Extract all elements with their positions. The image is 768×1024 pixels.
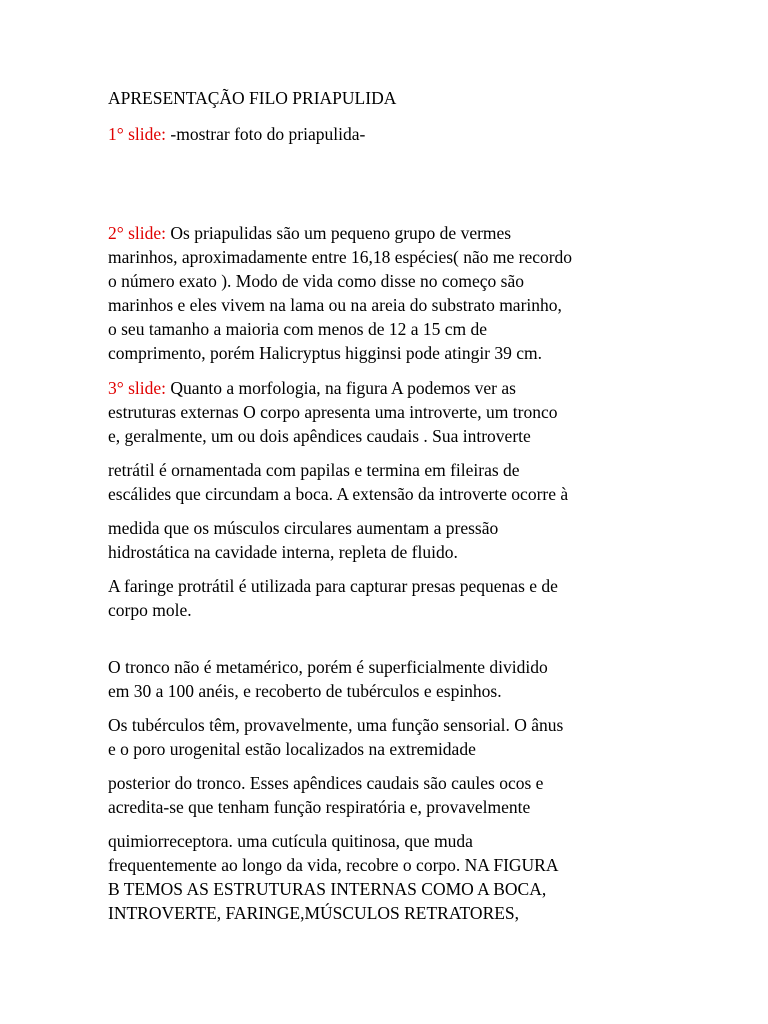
slide-3-line-6: medida que os músculos circulares aumentam a pressão — [108, 518, 499, 538]
slide-3-line-4: retrátil é ornamentada com papilas e termina em fileiras de — [108, 460, 520, 480]
slide-2-label: 2° slide: — [108, 223, 167, 243]
slide-3-line-15: acredita-se que tenham função respiratória e, provavelmente — [108, 797, 531, 817]
slide-3-line-7: hidrostática na cavidade interna, repleta de fluido. — [108, 542, 458, 562]
slide-3-line-14: posterior do tronco. Esses apêndices caudais são caules ocos e — [108, 773, 544, 793]
slide-3-line-18: B TEMOS AS ESTRUTURAS INTERNAS COMO A BOCA, — [108, 879, 547, 899]
slide-3-line-12: Os tubérculos têm, provavelmente, uma função sensorial. O ânus — [108, 715, 564, 735]
slide-3-line-11: em 30 a 100 anéis, e recoberto de tubérculos e espinhos. — [108, 681, 502, 701]
document-title: APRESENTAÇÃO FILO PRIAPULIDA — [108, 88, 397, 108]
slide-1-paragraph — [108, 122, 365, 146]
slide-3-line-5: escálides que circundam a boca. A extensão da introverte ocorre à — [108, 484, 569, 504]
slide-3-line-19: INTROVERTE, FARINGE,MÚSCULOS RETRATORES, — [108, 903, 520, 923]
slide-3-line-9: corpo mole. — [108, 600, 192, 620]
slide-2-line-6: comprimento, porém Halicryptus higginsi pode atingir 39 cm. — [108, 343, 543, 363]
slide-3-line-2: estruturas externas O corpo apresenta uma introverte, um tronco — [108, 402, 558, 422]
slide-2-line-3: o número exato ). Modo de vida como disse no começo são — [108, 271, 525, 291]
slide-3-line-10: O tronco não é metamérico, porém é superficialmente dividido — [108, 657, 548, 677]
slide-3-line-17: frequentemente ao longo da vida, recobre o corpo. NA FIGURA — [108, 855, 559, 875]
slide-3-line-16: quimiorreceptora. uma cutícula quitinosa, que muda — [108, 831, 473, 851]
slide-3-label: 3° slide: — [108, 378, 167, 398]
slide-2-line-5: o seu tamanho a maioria com menos de 12 a 15 cm de — [108, 319, 488, 339]
slide-2-line-1 — [108, 221, 511, 245]
slide-3-text: Quanto a morfologia, na figura A podemos ver as — [166, 378, 516, 398]
slide-1-label: 1° slide: — [108, 124, 167, 144]
slide-1-text: -mostrar foto do priapulida- — [166, 124, 366, 144]
slide-2-line-4: marinhos e eles vivem na lama ou na areia do substrato marinho, — [108, 295, 562, 315]
slide-2-text: Os priapulidas são um pequeno grupo de vermes — [166, 223, 512, 243]
slide-3-line-13: e o poro urogenital estão localizados na extremidade — [108, 739, 476, 759]
slide-3-line-3: e, geralmente, um ou dois apêndices caudais . Sua introverte — [108, 426, 531, 446]
slide-2-line-2: marinhos, aproximadamente entre 16,18 espécies( não me recordo — [108, 247, 573, 267]
slide-3-line-8: A faringe protrátil é utilizada para capturar presas pequenas e de — [108, 576, 558, 596]
slide-3-line-1 — [108, 376, 516, 400]
